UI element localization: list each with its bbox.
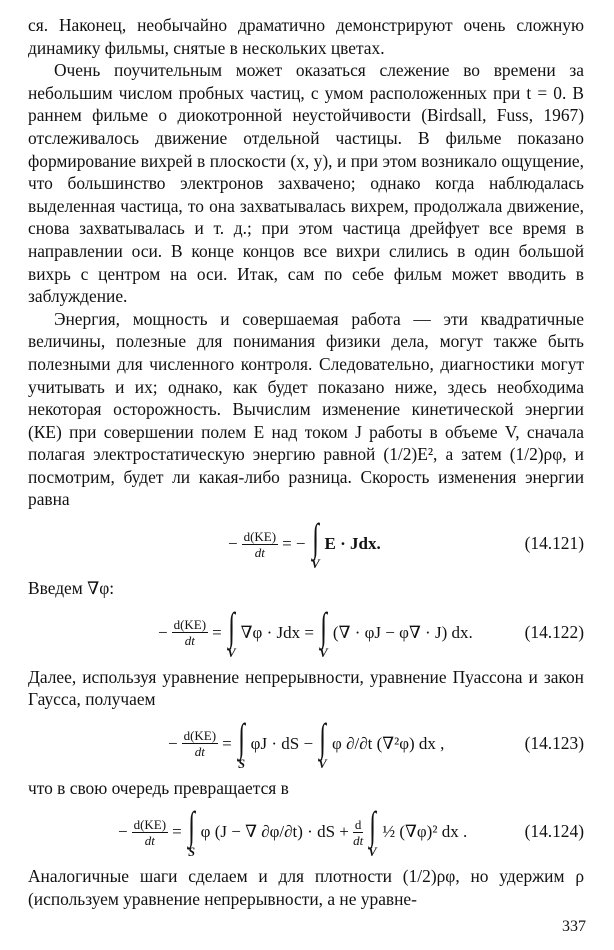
- eq124-rhs-1: φ (J − ∇ ∂φ/∂t) · dS +: [200, 822, 349, 842]
- paragraph-4: Введем ∇φ:: [28, 578, 115, 599]
- eq122-rhs-2: (∇ · φJ − φ∇ · J) dx.: [332, 622, 473, 642]
- page-number: 337: [562, 918, 586, 935]
- integral-sign: ∫ V: [318, 714, 327, 771]
- integral-sign: ∫ V: [368, 803, 378, 860]
- eq121-lhs-fraction: $\frac{d(KE)}{dt}$: [243, 528, 277, 560]
- paragraph-2: Очень поучительным может оказаться слежение во времени за небольшим числом пробных частиц, с умом расположенных при t = 0. В раннем фильме о диокотронной неустойчивости (Birdsall, Fuss, 1967) отслеживалось движение отдельной частицы. В фильме показано формирование вихрей в плоскости (x, y), и при этом возникало ощущение, что большинство электронов захвачено; однако когда наблюдалась выделенная частица, то она захватывалась вихрем, продолжала движение, снова захватывалась и т. д.; при этом частица дрейфует все время в направлении оси. В конце концов все вихри слились в один большой вихрь с центром на оси. Итак, сам по себе фильм может вводить в заблуждение.: [28, 60, 584, 307]
- equation-14-121: − $\frac{d(KE)}{dt}$ = − ∫ V E · Jdx. (14.121): [228, 515, 584, 572]
- equation-number: (14.124): [524, 821, 584, 842]
- integral-sign: ∫ V: [319, 603, 328, 660]
- equation-14-122: − $\frac{d(KE)}{dt}$ = ∫ V ∇φ · Jdx = ∫ V (∇ · φJ − φ∇ · J) dx. (14.122): [158, 603, 584, 660]
- paragraph-3: Энергия, мощность и совершаемая работа — эти квадратичные величины, полезные для понимания физики дела, могут также быть полезными для численного контроля. Следовательно, диагностики могут учитывать и их; однако, как будет показано ниже, здесь необходима некоторая осторожность. Вычислим изменение кинетической энергии (КЕ) при совершении полем E над током J работы в объеме V, сначала полагая электростатическую энергию равной (1/2)E², а затем (1/2)ρφ, и посмотрим, будет ли какая-либо разница. Скорость изменения энергии равна: [28, 308, 584, 510]
- eq124-rhs-2: ½ (∇φ)² dx .: [382, 822, 468, 842]
- integral-sign: ∫ V: [227, 603, 236, 660]
- eq122-rhs-1: ∇φ · Jdx =: [240, 622, 314, 642]
- eq121-rhs: E · Jdx.: [324, 534, 381, 554]
- paragraph-1: ся. Наконец, необычайно драматично демонстрируют очень сложную динамику фильмы, снятые в нескольких цветах.: [28, 15, 584, 58]
- equation-number: (14.123): [524, 732, 584, 753]
- eq124-d-dt-fraction: $\frac{d}{dt}$: [353, 816, 364, 848]
- equation-14-123: − $\frac{d(KE)}{dt}$ = ∫ S φJ · dS − ∫ V φ ∂/∂t (∇²φ) dx , (14.123): [168, 714, 584, 771]
- eq122-lhs-fraction: $\frac{d(KE)}{dt}$: [173, 617, 207, 649]
- paragraph-5: Далее, используя уравнение непрерывности, уравнение Пуассона и закон Гаусса, получаем: [28, 666, 584, 710]
- paragraph-7: Аналогичные шаги сделаем и для плотности (1/2)ρφ, но удержим ρ (используем уравнение непрерывности, а не уравне-: [28, 866, 584, 910]
- page-body: [28, 14, 584, 911]
- integral-sign: ∫ V: [310, 515, 320, 572]
- paragraph-6: что в свою очередь превращается в: [28, 777, 289, 798]
- equation-number: (14.121): [524, 533, 584, 554]
- eq124-lhs-fraction: $\frac{d(KE)}{dt}$: [133, 816, 167, 848]
- integral-sign: ∫ S: [237, 714, 245, 771]
- eq123-lhs-fraction: $\frac{d(KE)}{dt}$: [183, 728, 217, 760]
- integral-sign: ∫ S: [187, 803, 195, 860]
- eq123-rhs-1: φJ · dS −: [250, 733, 314, 753]
- equation-14-124: − $\frac{d(KE)}{dt}$ = ∫ S φ (J − ∇ ∂φ/∂t) · dS + $\frac{d}{dt}$ ∫ V ½ (∇φ)² dx . (14.124): [118, 803, 584, 860]
- equation-number: (14.122): [524, 621, 584, 642]
- eq123-rhs-2: φ ∂/∂t (∇²φ) dx ,: [332, 733, 445, 753]
